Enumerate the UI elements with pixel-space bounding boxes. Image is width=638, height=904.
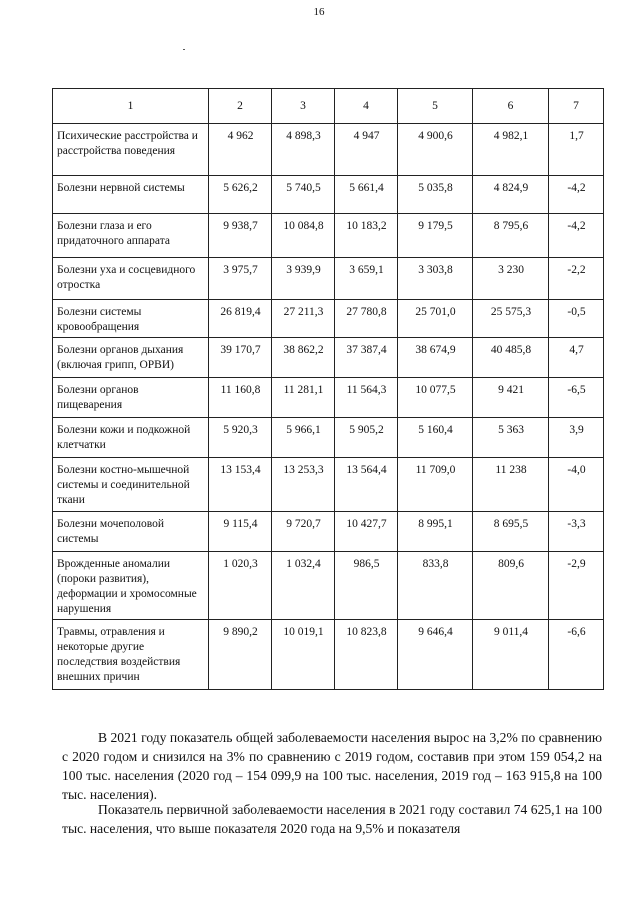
value-cell: 5 363 xyxy=(473,418,549,458)
table-row xyxy=(53,214,604,258)
table-row xyxy=(53,176,604,214)
table-row xyxy=(53,338,604,378)
value-cell: 3 975,7 xyxy=(209,258,272,300)
value-cell: 5 661,4 xyxy=(335,176,398,214)
value-cell: 27 780,8 xyxy=(335,300,398,338)
value-cell: -6,5 xyxy=(549,378,604,418)
value-cell: 25 575,3 xyxy=(473,300,549,338)
header-cell: 3 xyxy=(272,89,335,124)
disease-category-cell: Болезни мочеполовой системы xyxy=(53,512,209,552)
value-cell: 5 740,5 xyxy=(272,176,335,214)
value-cell: 5 905,2 xyxy=(335,418,398,458)
paragraph-primary-morbidity: Показатель первичной заболеваемости населения в 2021 году составил 74 625,1 на 100 тыс. населения, что выше показателя 2020 года на 9,5% и показателя xyxy=(62,802,602,836)
value-cell: 5 966,1 xyxy=(272,418,335,458)
value-cell: 4 982,1 xyxy=(473,124,549,176)
value-cell: -4,0 xyxy=(549,458,604,512)
page-number: 16 xyxy=(313,6,325,18)
value-cell: 3,9 xyxy=(549,418,604,458)
table-row xyxy=(53,512,604,552)
table-row xyxy=(53,258,604,300)
value-cell: 11 709,0 xyxy=(398,458,473,512)
value-cell: 11 564,3 xyxy=(335,378,398,418)
value-cell: 5 626,2 xyxy=(209,176,272,214)
value-cell: -4,2 xyxy=(549,176,604,214)
header-cell: 1 xyxy=(53,89,209,124)
table-header-row xyxy=(53,89,604,124)
table-row xyxy=(53,552,604,620)
value-cell: 4 824,9 xyxy=(473,176,549,214)
value-cell: 809,6 xyxy=(473,552,549,620)
value-cell: -3,3 xyxy=(549,512,604,552)
value-cell: 9 421 xyxy=(473,378,549,418)
disease-category-cell: Болезни уха и сосцевидного отростка xyxy=(53,258,209,300)
value-cell: 37 387,4 xyxy=(335,338,398,378)
disease-category-cell: Психические расстройства и расстройства поведения xyxy=(53,124,209,176)
table-row xyxy=(53,124,604,176)
morbidity-table xyxy=(52,88,604,690)
disease-category-cell: Врожденные аномалии (пороки развития), деформации и хромосомные нарушения xyxy=(53,552,209,620)
table-row xyxy=(53,620,604,690)
value-cell: 4 898,3 xyxy=(272,124,335,176)
value-cell: 8 995,1 xyxy=(398,512,473,552)
table-row xyxy=(53,378,604,418)
value-cell: -2,2 xyxy=(549,258,604,300)
value-cell: 13 253,3 xyxy=(272,458,335,512)
disease-category-cell: Болезни глаза и его придаточного аппарата xyxy=(53,214,209,258)
disease-category-cell: Болезни органов дыхания (включая грипп, ОРВИ) xyxy=(53,338,209,378)
value-cell: 10 084,8 xyxy=(272,214,335,258)
disease-category-cell: Травмы, отравления и некоторые другие последствия воздействия внешних причин xyxy=(53,620,209,690)
value-cell: 11 160,8 xyxy=(209,378,272,418)
value-cell: 5 035,8 xyxy=(398,176,473,214)
value-cell: 13 153,4 xyxy=(209,458,272,512)
disease-category-cell: Болезни кожи и подкожной клетчатки xyxy=(53,418,209,458)
value-cell: 986,5 xyxy=(335,552,398,620)
value-cell: 4 962 xyxy=(209,124,272,176)
header-cell: 7 xyxy=(549,89,604,124)
header-cell: 6 xyxy=(473,89,549,124)
value-cell: 27 211,3 xyxy=(272,300,335,338)
value-cell: 3 939,9 xyxy=(272,258,335,300)
value-cell: 40 485,8 xyxy=(473,338,549,378)
value-cell: 4 900,6 xyxy=(398,124,473,176)
disease-category-cell: Болезни органов пищеварения xyxy=(53,378,209,418)
value-cell: 3 659,1 xyxy=(335,258,398,300)
value-cell: 3 303,8 xyxy=(398,258,473,300)
value-cell: 10 077,5 xyxy=(398,378,473,418)
value-cell: -4,2 xyxy=(549,214,604,258)
value-cell: 26 819,4 xyxy=(209,300,272,338)
value-cell: 4,7 xyxy=(549,338,604,378)
value-cell: 1 020,3 xyxy=(209,552,272,620)
value-cell: 9 179,5 xyxy=(398,214,473,258)
table-row xyxy=(53,418,604,458)
value-cell: 9 938,7 xyxy=(209,214,272,258)
value-cell: 11 281,1 xyxy=(272,378,335,418)
value-cell: 4 947 xyxy=(335,124,398,176)
table-row xyxy=(53,300,604,338)
value-cell: 1 032,4 xyxy=(272,552,335,620)
scan-speck xyxy=(183,49,185,50)
value-cell: 39 170,7 xyxy=(209,338,272,378)
value-cell: -2,9 xyxy=(549,552,604,620)
table-body xyxy=(53,89,604,690)
value-cell: -0,5 xyxy=(549,300,604,338)
value-cell: 13 564,4 xyxy=(335,458,398,512)
disease-category-cell: Болезни нервной системы xyxy=(53,176,209,214)
header-cell: 4 xyxy=(335,89,398,124)
header-cell: 5 xyxy=(398,89,473,124)
value-cell: 9 011,4 xyxy=(473,620,549,690)
value-cell: 10 183,2 xyxy=(335,214,398,258)
value-cell: 8 695,5 xyxy=(473,512,549,552)
value-cell: 25 701,0 xyxy=(398,300,473,338)
value-cell: 5 160,4 xyxy=(398,418,473,458)
value-cell: 38 862,2 xyxy=(272,338,335,378)
value-cell: 10 427,7 xyxy=(335,512,398,552)
disease-category-cell: Болезни системы кровообращения xyxy=(53,300,209,338)
value-cell: 9 890,2 xyxy=(209,620,272,690)
value-cell: 10 823,8 xyxy=(335,620,398,690)
table-row xyxy=(53,458,604,512)
value-cell: 3 230 xyxy=(473,258,549,300)
value-cell: 38 674,9 xyxy=(398,338,473,378)
header-cell: 2 xyxy=(209,89,272,124)
value-cell: 9 646,4 xyxy=(398,620,473,690)
value-cell: 8 795,6 xyxy=(473,214,549,258)
value-cell: 10 019,1 xyxy=(272,620,335,690)
value-cell: 5 920,3 xyxy=(209,418,272,458)
value-cell: 9 720,7 xyxy=(272,512,335,552)
paragraph-general-morbidity: В 2021 году показатель общей заболеваемости населения вырос на 3,2% по сравнению с 2020 годом и снизился на 3% по сравнению с 2019 годом, составив при этом 159 054,2 на 100 тыс. населения (2020 год – 154 099,9 на 100 тыс. населения, 2019 год – 163 915,8 на 100 тыс. населения). xyxy=(62,730,602,802)
value-cell: 1,7 xyxy=(549,124,604,176)
disease-category-cell: Болезни костно-мышечной системы и соединительной ткани xyxy=(53,458,209,512)
value-cell: 833,8 xyxy=(398,552,473,620)
value-cell: 9 115,4 xyxy=(209,512,272,552)
value-cell: 11 238 xyxy=(473,458,549,512)
value-cell: -6,6 xyxy=(549,620,604,690)
